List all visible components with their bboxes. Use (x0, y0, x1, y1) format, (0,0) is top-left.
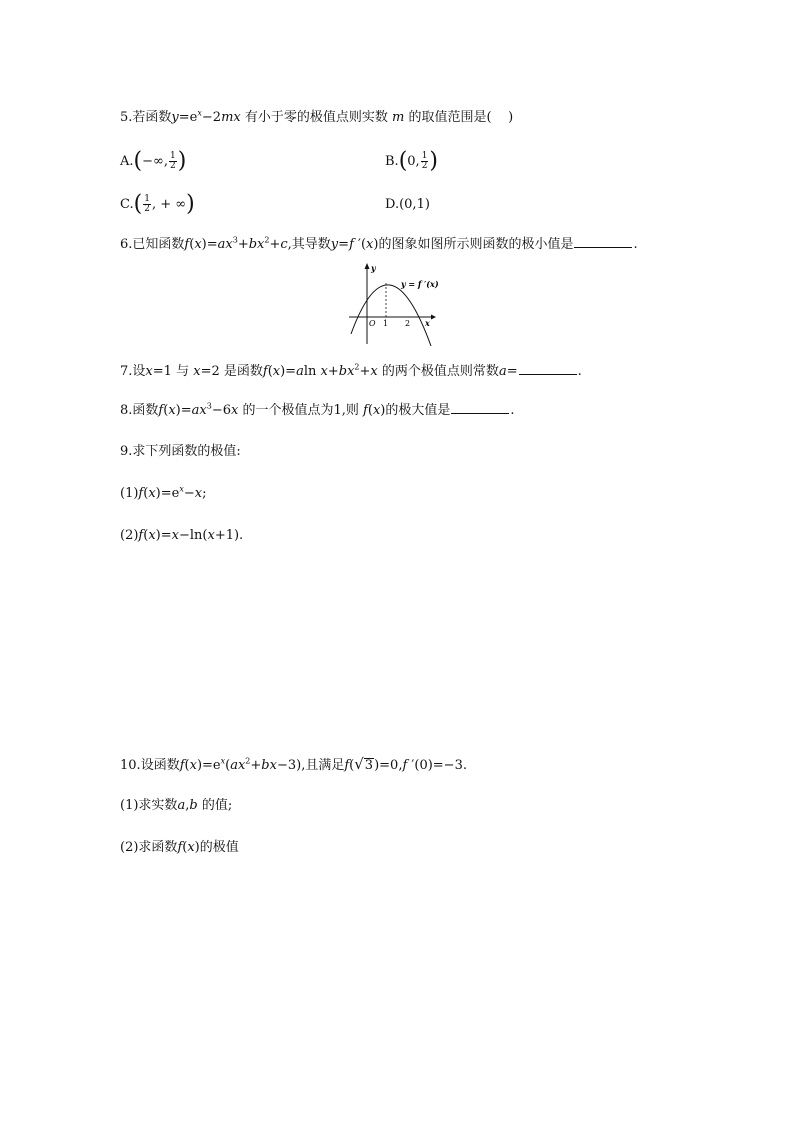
q6-answer-blank[interactable] (574, 235, 632, 248)
question-10-part-2: (2)求函数f(x)的极值 (120, 840, 239, 855)
graph-origin-label: O (369, 319, 376, 328)
question-10-part-1: (1)求实数a,b 的值; (120, 798, 233, 813)
graph-tick-2: 2 (405, 319, 411, 328)
question-6-stem: 6.已知函数$f(x)=ax^3+bx^2+c$,其导数y=f ′(x)的图象如图所示则函数的极小值是 . (120, 235, 638, 252)
q5-number: 5. (120, 110, 133, 125)
graph-tick-1: 1 (383, 319, 389, 328)
question-8-stem: 8.函数$f(x)=ax^3-6x$ 的一个极值点为1,则 f(x)的极大值是 . (120, 401, 515, 418)
q5-option-c: C.( $\frac{1}{2}$ , + ∞) (120, 191, 195, 217)
derivative-graph (345, 260, 440, 346)
question-5-stem: 5.若函数$y=e^x-2mx$ 有小于零的极值点则实数 m 的取值范围是( ) (120, 108, 514, 125)
question-9-part-1: $(1)f(x)=e^x-x$; (120, 484, 207, 501)
q8-answer-blank[interactable] (451, 401, 509, 414)
graph-x-label: x (425, 318, 430, 328)
graph-y-label: y (371, 263, 376, 273)
question-10-stem: 10.设函数$f(x)=e^x(ax^2+bx-3)$,且满足f(√3)=0,f ′(0)=−3. (120, 755, 467, 773)
graph-curve-label: y = f ′(x) (401, 279, 439, 289)
question-7-stem: 7.设x=1 与 x=2 是函数f(x)=aln $x+bx^2+x$ 的两个极值点则常数a= . (120, 362, 582, 379)
q5-option-b: B.(0, $\frac{1}{2}$ ) (385, 148, 439, 174)
question-9-part-2: (2)f(x)=x−ln(x+1). (120, 528, 244, 543)
q5-option-a: A.(−∞, $\frac{1}{2}$ ) (120, 148, 187, 174)
question-9-stem: 9.求下列函数的极值: (120, 444, 241, 459)
q7-answer-blank[interactable] (519, 362, 577, 375)
q5-option-d: D.(0,1) (385, 197, 430, 212)
